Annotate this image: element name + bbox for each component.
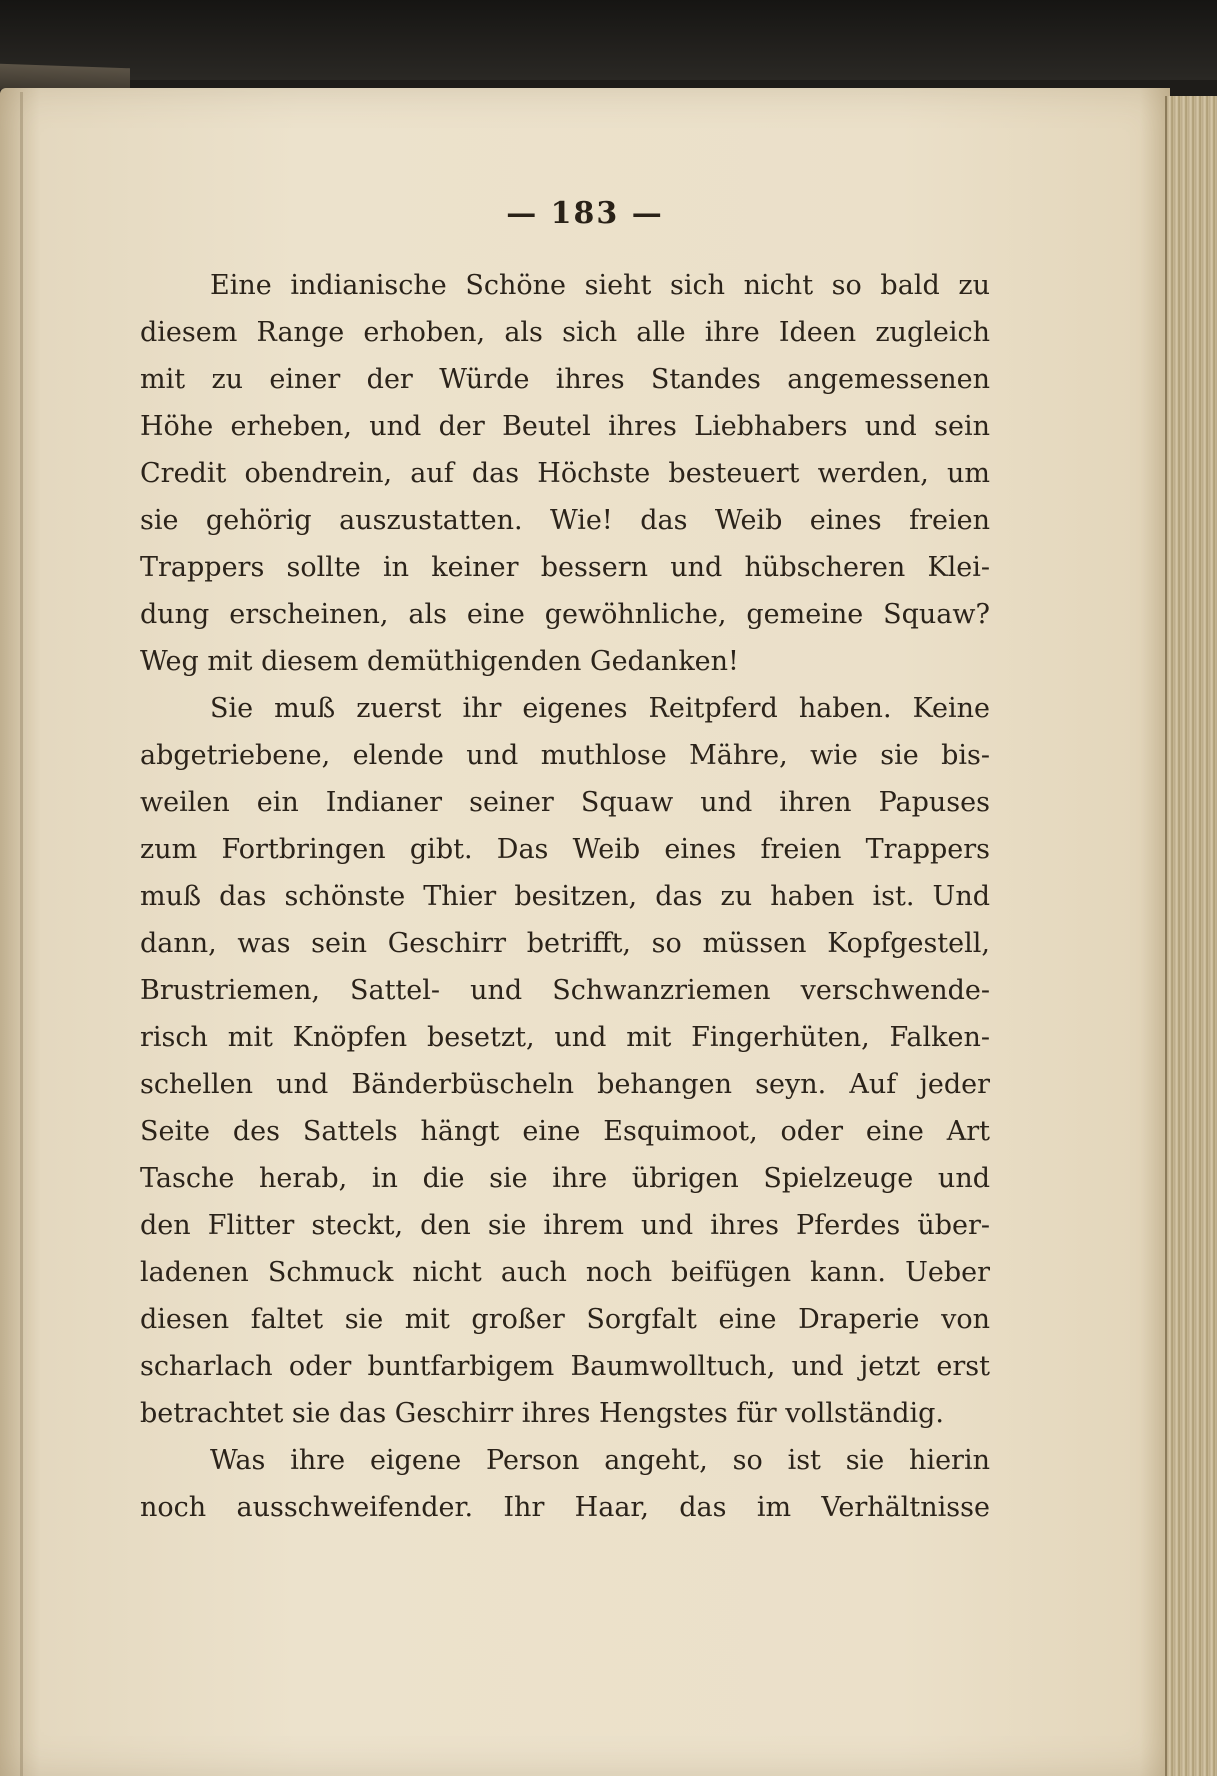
text-line: Brustriemen, Sattel- und Schwanzriemen verschwende- <box>140 975 990 1006</box>
text-line: mit zu einer der Würde ihres Standes angemessenen <box>140 364 990 395</box>
text-line: betrachtet sie das Geschirr ihres Hengstes für vollständig. <box>140 1398 945 1429</box>
text-line: Sie muß zuerst ihr eigenes Reitpferd haben. Keine <box>210 693 990 724</box>
text-line: Eine indianische Schöne sieht sich nicht so bald zu <box>210 270 990 301</box>
text-line: Höhe erheben, und der Beutel ihres Liebhabers und sein <box>140 411 990 442</box>
book-background-top <box>0 0 1217 80</box>
paragraph-2 <box>140 685 990 1437</box>
text-line: scharlach oder buntfarbigem Baumwolltuch, und jetzt erst <box>140 1351 990 1382</box>
body-text <box>140 262 990 1531</box>
text-line: muß das schönste Thier besitzen, das zu haben ist. Und <box>140 881 990 912</box>
text-line: Was ihre eigene Person angeht, so ist sie hierin <box>210 1445 990 1476</box>
text-line: diesen faltet sie mit großer Sorgfalt eine Draperie von <box>140 1304 990 1335</box>
text-line: noch ausschweifender. Ihr Haar, das im Verhältnisse <box>140 1492 990 1523</box>
text-line: sie gehörig auszustatten. Wie! das Weib eines freien <box>140 505 990 536</box>
text-line: ladenen Schmuck nicht auch noch beifügen kann. Ueber <box>140 1257 990 1288</box>
text-line: Weg mit diesem demüthigenden Gedanken! <box>140 646 739 677</box>
text-line: Seite des Sattels hängt eine Esquimoot, oder eine Art <box>140 1116 990 1147</box>
text-line: dann, was sein Geschirr betrifft, so müssen Kopfgestell, <box>140 928 990 959</box>
text-line: diesem Range erhoben, als sich alle ihre Ideen zugleich <box>140 317 990 348</box>
text-line: zum Fortbringen gibt. Das Weib eines freien Trappers <box>140 834 990 865</box>
paragraph-3 <box>140 1437 990 1531</box>
paragraph-1 <box>140 262 990 685</box>
text-line: dung erscheinen, als eine gewöhnliche, gemeine Squaw? <box>140 599 990 630</box>
text-line: schellen und Bänderbüscheln behangen seyn. Auf jeder <box>140 1069 990 1100</box>
text-line: Trappers sollte in keiner bessern und hübscheren Klei- <box>140 552 990 583</box>
text-line: risch mit Knöpfen besetzt, und mit Fingerhüten, Falken- <box>140 1022 990 1053</box>
text-line: Tasche herab, in die sie ihre übrigen Spielzeuge und <box>140 1163 990 1194</box>
page-gutter <box>20 92 23 1776</box>
page-number: — 183 — <box>506 196 664 231</box>
text-line: den Flitter steckt, den sie ihrem und ihres Pferdes über- <box>140 1210 990 1241</box>
text-line: abgetriebene, elende und muthlose Mähre, wie sie bis- <box>140 740 990 771</box>
page-edges-stack <box>1165 96 1217 1776</box>
text-line: weilen ein Indianer seiner Squaw und ihren Papuses <box>140 787 990 818</box>
text-line: Credit obendrein, auf das Höchste besteuert werden, um <box>140 458 990 489</box>
